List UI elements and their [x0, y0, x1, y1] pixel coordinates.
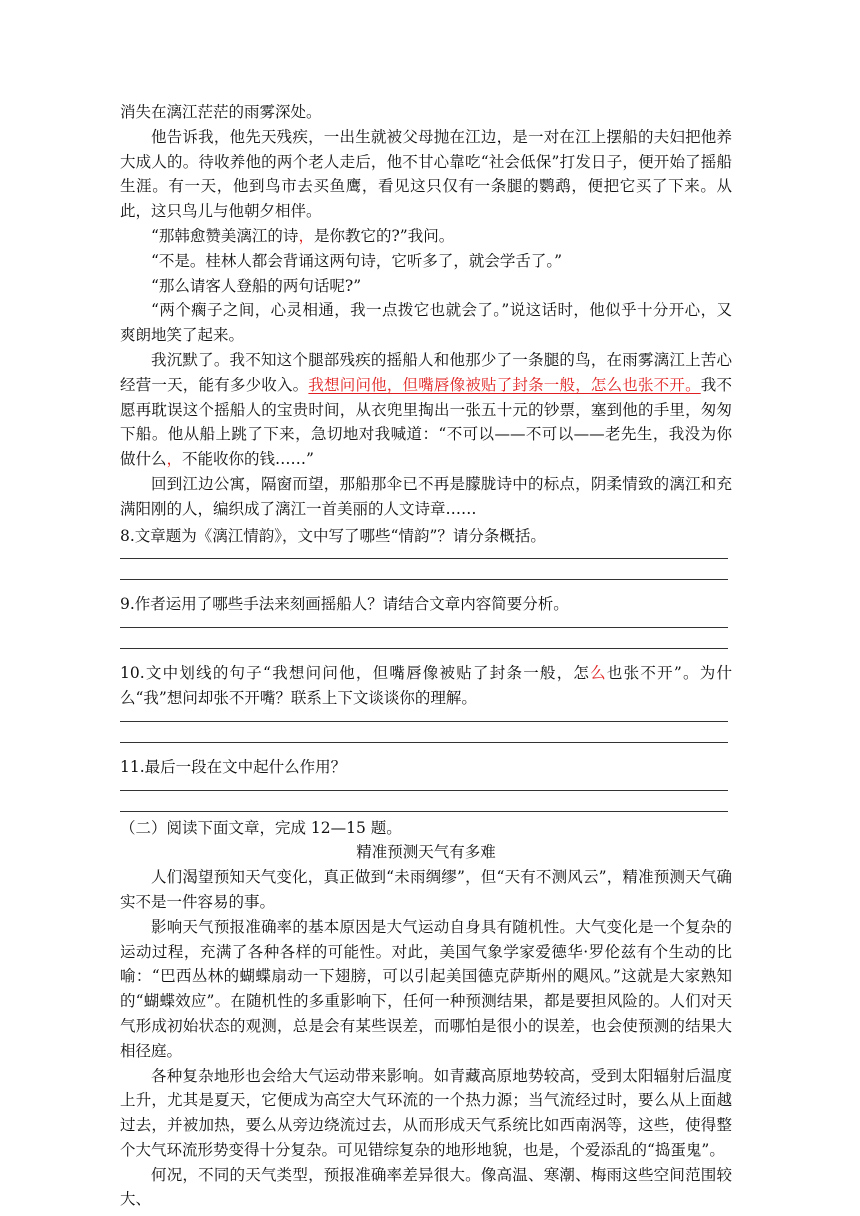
section-heading: （二）阅读下面文章，完成 12—15 题。: [120, 818, 402, 837]
article-paragraph: 影响天气预报准确率的基本原因是大气运动自身具有随机性。大气变化是一个复杂的运动过程，充满了各种各样的可能性。对此，美国气象学家爱德华·罗伦兹有个生动的比喻：“巴西丛林的蝴蝶扇动一下翅膀，可以引起美国德克萨斯州的飓风。”这就是大家熟知的“蝴蝶效应”。在随机性的多重影响下，任何一种预测结果，都是要担风险的。人们对天气形成初始状态的观测，总是会有某些误差，而哪怕是很小的误差，也会使预测的结果大相径庭。: [120, 917, 732, 1060]
paragraph-text: 不能收你的钱……”: [182, 450, 314, 469]
question-8: 8.文章题为《漓江情韵》，文中写了哪些“情韵”？请分条概括。: [120, 526, 546, 545]
question-9: 9.作者运用了哪些手法来刻画摇船人？请结合文章内容简要分析。: [120, 595, 569, 614]
paragraph-text: 我不愿再耽误这个摇船人的宝贵时间，从衣兜里掏出一张五十元的钞票，塞到他的手里，匆匆下船。他从船上跳了下来，急切地对我喊道：“不可以——不可以——老先生，我没为你做什么: [120, 375, 732, 469]
question-text: 也张不开”。为什么“我”想问却张不开嘴？联系上下文谈谈你的理解。: [120, 664, 732, 707]
question-10: [120, 661, 732, 711]
story-paragraph: [120, 348, 732, 472]
document-body: [120, 100, 732, 1212]
answer-line[interactable]: [120, 558, 728, 559]
paragraph-text: 我沉默了。我不知这个腿部残疾的摇船人和他那少了一条腿的鸟，在雨雾漓江上苦心经营一天，能有多少收入。: [120, 350, 732, 394]
underlined-sentence: 我想问问他，但嘴唇像被贴了封条一般，怎么也张不开。: [308, 375, 701, 394]
question-text: 10.文中划线的句子“我想问问他，但嘴唇像被贴了封条一般，怎: [120, 664, 591, 683]
answer-line[interactable]: [120, 811, 728, 812]
dialogue-line: [120, 224, 732, 249]
dialogue-line: “那么请客人登船的两句话呢?”: [151, 276, 362, 295]
answer-line[interactable]: [120, 790, 728, 791]
article-paragraph: 人们渴望预知天气变化，真正做到“未雨绸缪”，但“天有不测风云”，精准预测天气确实不是一件容易的事。: [120, 868, 732, 911]
red-comma: ，: [298, 226, 314, 245]
dialogue-text: “那韩愈赞美漓江的诗: [151, 226, 299, 245]
story-paragraph: 他告诉我，他先天残疾，一出生就被父母抛在江边，是一对在江上摆船的夫妇把他养大成人的。待收养他的两个老人走后，他不甘心靠吃“社会低保”打发日子，便开始了摇船生涯。有一天，他到鸟市去买鱼鹰，看见这只仅有一条腿的鹦鹉，便把它买了下来。从此，这只鸟儿与他朝夕相伴。: [120, 127, 732, 221]
article-paragraph: 何况，不同的天气类型，预报准确率差异很大。像高温、寒潮、梅雨这些空间范围较大、: [120, 1165, 732, 1209]
story-paragraph: 回到江边公寓，隔窗而望，那船那伞已不再是朦胧诗中的标点，阴柔情致的漓江和充满阳刚的人，编织成了漓江一首美丽的人文诗章……: [120, 474, 732, 518]
answer-line[interactable]: [120, 648, 728, 649]
answer-line[interactable]: [120, 742, 728, 743]
answer-line[interactable]: [120, 579, 728, 580]
article-paragraph: 各种复杂地形也会给大气运动带来影响。如青藏高原地势较高，受到太阳辐射后温度上升，尤其是夏天，它便成为高空大气环流的一个热力源；当气流经过时，要么从上面越过去，并被加热，要么从旁边绕流过去，从而形成天气系统比如西南涡等，这些，使得整个大气环流形势变得十分复杂。可见错综复杂的地形地貌，也是，个爱添乱的“捣蛋鬼”。: [120, 1066, 732, 1159]
answer-line[interactable]: [120, 721, 728, 722]
story-paragraph: 消失在漓江茫茫的雨雾深处。: [120, 103, 322, 121]
dialogue-line: “两个瘸子之间，心灵相通，我一点拨它也就会了。”说这话时，他似乎十分开心，又爽朗地笑了起来。: [120, 301, 732, 345]
dialogue-text: 是你教它的?”我问。: [313, 226, 455, 245]
question-11: 11.最后一段在文中起什么作用？: [120, 757, 347, 776]
dialogue-line: “不是。桂林人都会背诵这两句诗，它听多了，就会学舌了。”: [151, 251, 563, 270]
red-comma: ，: [166, 450, 183, 469]
answer-line[interactable]: [120, 627, 728, 628]
article-title: 精准预测天气有多难: [356, 843, 496, 862]
red-char: 么: [590, 664, 607, 683]
